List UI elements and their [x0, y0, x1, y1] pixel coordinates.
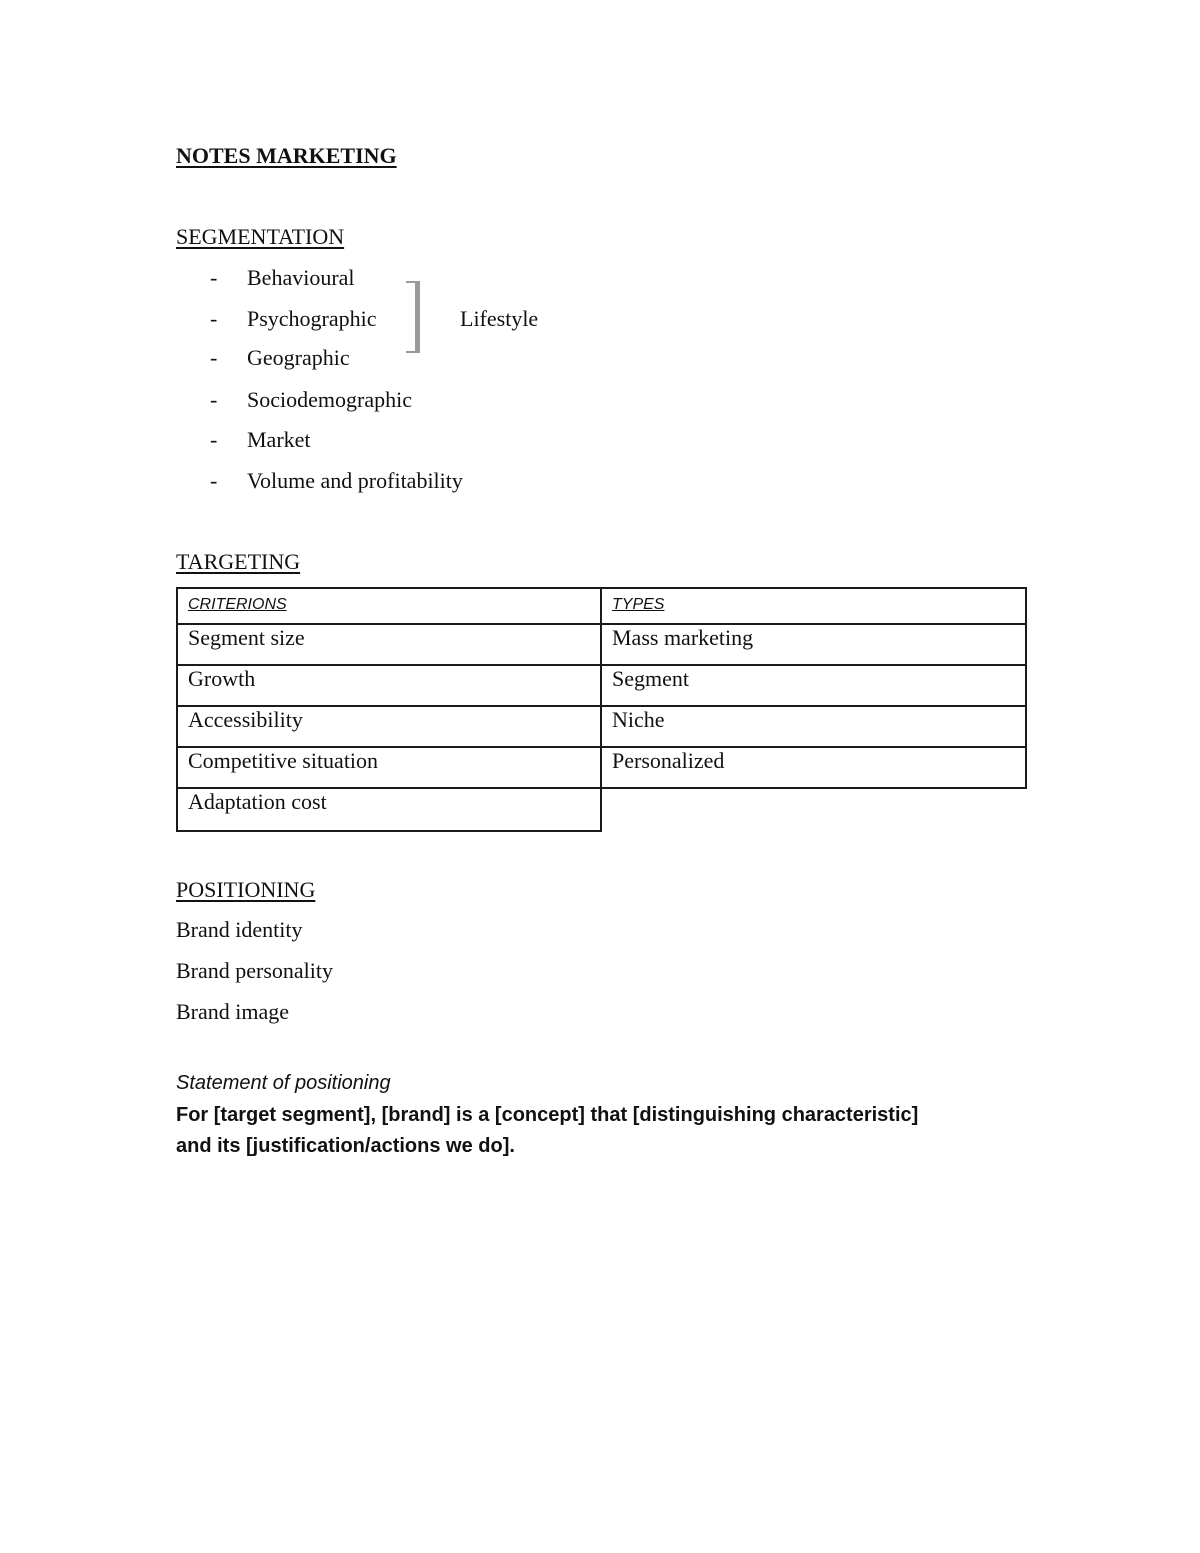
- column-header-types: TYPES: [601, 588, 1026, 624]
- criterion-cell: Adaptation cost: [177, 788, 601, 831]
- type-cell: Personalized: [601, 747, 1026, 788]
- document-title: NOTES MARKETING: [176, 143, 397, 168]
- type-cell: Niche: [601, 706, 1026, 747]
- positioning-heading: POSITIONING: [176, 877, 316, 902]
- segmentation-item-label: Geographic: [247, 345, 350, 370]
- list-dash: -: [210, 387, 218, 412]
- positioning-item: Brand personality: [176, 958, 334, 983]
- segmentation-item-label: Psychographic: [247, 306, 377, 331]
- statement-line: For [target segment], [brand] is a [concept] that [distinguishing characteristic]: [176, 1104, 919, 1126]
- table-header-row: [177, 588, 1026, 624]
- table-row: [177, 706, 1026, 747]
- list-dash: -: [210, 306, 218, 331]
- criterion-cell: Competitive situation: [177, 747, 601, 788]
- statement-heading: Statement of positioning: [176, 1072, 391, 1094]
- right-bracket-icon: [406, 281, 420, 353]
- segmentation-item-label: Sociodemographic: [247, 387, 412, 412]
- criterion-cell: Growth: [177, 665, 601, 706]
- criterion-cell: Segment size: [177, 624, 601, 665]
- segmentation-item-label: Volume and profitability: [247, 468, 463, 493]
- list-dash: -: [210, 345, 218, 370]
- positioning-item: Brand identity: [176, 917, 303, 942]
- list-dash: -: [210, 265, 218, 290]
- table-row: [177, 788, 1026, 831]
- type-cell: Mass marketing: [601, 624, 1026, 665]
- statement-line: and its [justification/actions we do].: [176, 1135, 515, 1157]
- criterion-cell: Accessibility: [177, 706, 601, 747]
- segmentation-heading: SEGMENTATION: [176, 224, 345, 249]
- table-row: [177, 747, 1026, 788]
- table-row: [177, 665, 1026, 706]
- type-cell: Segment: [601, 665, 1026, 706]
- targeting-heading: TARGETING: [176, 549, 301, 574]
- positioning-item: Brand image: [176, 999, 290, 1024]
- empty-cell: [601, 788, 1026, 831]
- list-dash: -: [210, 468, 218, 493]
- segmentation-item-label: Market: [247, 427, 311, 452]
- targeting-table: [176, 587, 1027, 832]
- column-header-criterions: CRITERIONS: [177, 588, 601, 624]
- segmentation-item-label: Behavioural: [247, 265, 355, 290]
- table-row: [177, 624, 1026, 665]
- lifestyle-label: Lifestyle: [460, 306, 539, 331]
- list-dash: -: [210, 427, 218, 452]
